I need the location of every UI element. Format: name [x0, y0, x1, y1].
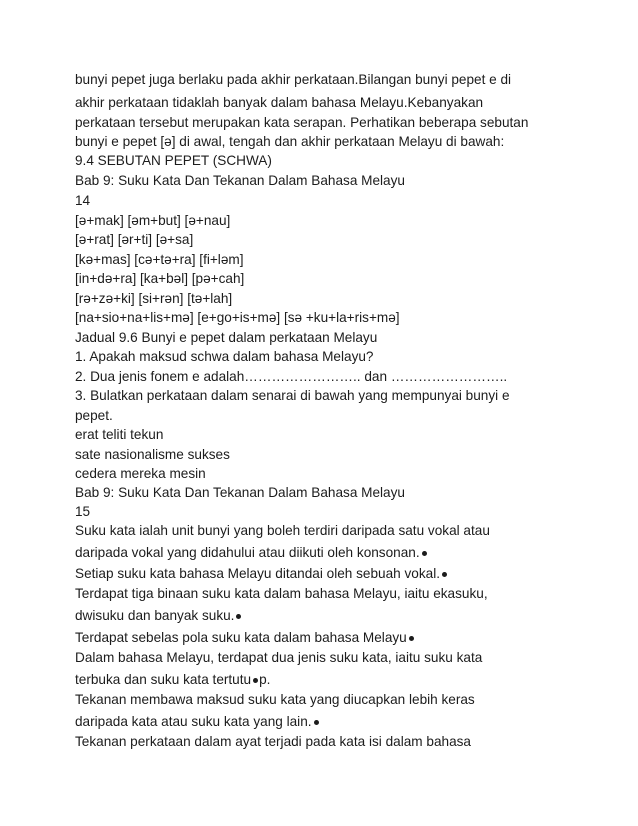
text: dwisuku dan banyak suku. — [75, 608, 235, 623]
bullet-icon — [236, 614, 241, 619]
page-number: 14 — [75, 193, 91, 208]
page-number: 15 — [75, 504, 91, 519]
question-item: 1. Apakah maksud schwa dalam bahasa Melayu? — [75, 349, 374, 364]
bullet-line — [75, 630, 615, 646]
text: terbuka dan suku kata tertutu — [75, 672, 252, 687]
text-line: Tekanan perkataan dalam ayat terjadi pada kata isi dalam bahasa — [75, 734, 471, 749]
text-line: perkataan tersebut merupakan kata serapan. Perhatikan beberapa sebutan — [75, 115, 529, 130]
bullet-line — [75, 608, 615, 624]
text-line: pepet. — [75, 408, 113, 423]
text: Setiap suku kata bahasa Melayu ditandai oleh sebuah vokal. — [75, 566, 441, 581]
text-line: [na+sio+na+lis+mə] [e+go+is+mə] [sə +ku+la+ris+mə] — [75, 310, 400, 325]
bullet-line — [75, 545, 615, 561]
bullet-icon — [409, 636, 414, 641]
text: Terdapat sebelas pola suku kata dalam bahasa Melayu — [75, 630, 407, 645]
text-line: akhir perkataan tidaklah banyak dalam bahasa Melayu.Kebanyakan — [75, 95, 484, 110]
text-line: Suku kata ialah unit bunyi yang boleh terdiri daripada satu vokal atau — [75, 523, 490, 538]
bullet-line — [75, 672, 615, 688]
text-line: [kə+mas] [cə+tə+ra] [fi+ləm] — [75, 252, 244, 267]
section-heading: 9.4 SEBUTAN PEPET (SCHWA) — [75, 153, 272, 168]
bullet-line — [75, 566, 615, 582]
text-line: [rə+zə+ki] [si+rən] [tə+lah] — [75, 291, 233, 306]
word-list-row: sate nasionalisme sukses — [75, 447, 230, 462]
text-line: Terdapat tiga binaan suku kata dalam bahasa Melayu, iaitu ekasuku, — [75, 586, 488, 601]
bullet-icon — [314, 720, 319, 725]
text: p. — [259, 672, 271, 687]
running-header: Bab 9: Suku Kata Dan Tekanan Dalam Bahasa Melayu — [75, 173, 405, 188]
text-line: bunyi pepet juga berlaku pada akhir perkataan.Bilangan bunyi pepet e di — [75, 72, 512, 87]
bullet-line — [75, 714, 615, 730]
text: daripada kata atau suku kata yang lain. — [75, 714, 312, 729]
text: daripada vokal yang didahului atau diikuti oleh konsonan. — [75, 545, 420, 560]
text-line: [ə+mak] [əm+but] [ə+nau] — [75, 213, 231, 228]
question-item: 3. Bulatkan perkataan dalam senarai di bawah yang mempunyai bunyi e — [75, 388, 510, 403]
bullet-icon — [422, 551, 427, 556]
question-item: 2. Dua jenis fonem e adalah…………………….. dan …………………….. — [75, 369, 508, 384]
bullet-icon — [442, 572, 447, 577]
table-caption: Jadual 9.6 Bunyi e pepet dalam perkataan Melayu — [75, 330, 378, 345]
text-line: [ə+rat] [ər+ti] [ə+sa] — [75, 232, 194, 247]
word-list-row: erat teliti tekun — [75, 427, 164, 442]
bullet-icon — [253, 678, 258, 683]
text-line: Tekanan membawa maksud suku kata yang diucapkan lebih keras — [75, 692, 475, 707]
text-line: [in+də+ra] [ka+bəl] [pə+cah] — [75, 271, 245, 286]
text-line: Dalam bahasa Melayu, terdapat dua jenis suku kata, iaitu suku kata — [75, 650, 483, 665]
running-header: Bab 9: Suku Kata Dan Tekanan Dalam Bahasa Melayu — [75, 485, 405, 500]
word-list-row: cedera mereka mesin — [75, 466, 206, 481]
text-line: bunyi e pepet [ə] di awal, tengah dan akhir perkataan Melayu di bawah: — [75, 134, 505, 149]
